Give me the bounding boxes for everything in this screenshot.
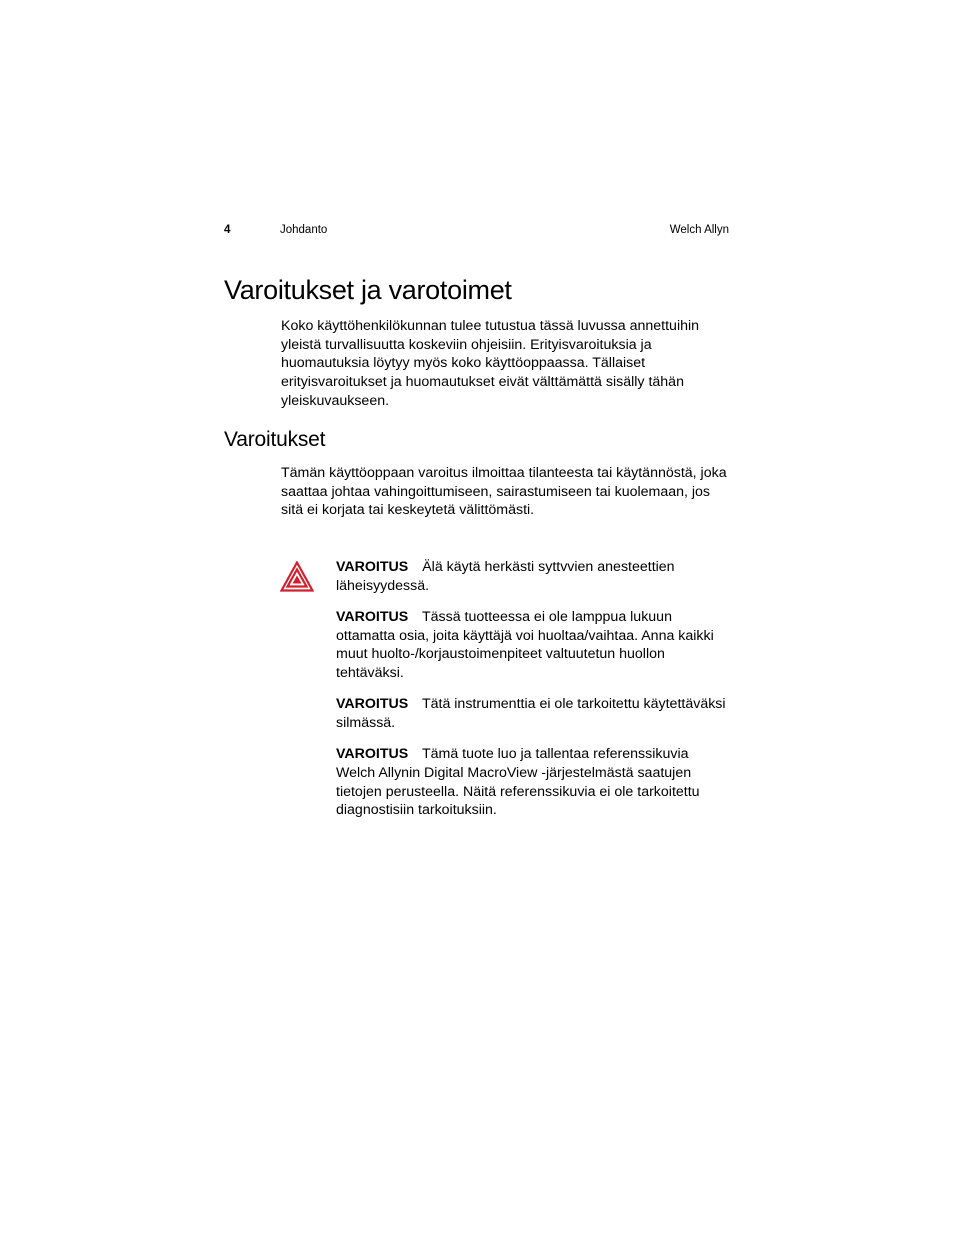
- warning-item: [336, 695, 731, 732]
- warning-label: VAROITUS: [336, 746, 409, 763]
- page-header: [224, 222, 729, 238]
- warning-text: Älä käytä herkästi syttvvien anesteettien läheisyydessä.: [336, 559, 675, 594]
- warning-label: VAROITUS: [336, 608, 409, 625]
- running-brand-name: Welch Allyn: [669, 224, 729, 236]
- warning-text: Tämä tuote luo ja tallentaa referenssikuvia Welch Allynin Digital MacroView -järjestelmästä saatujen tietojen perusteella. Näitä referenssikuvia ei ole tarkoitettu diagnostisiin tarkoituksiin.: [336, 746, 700, 819]
- warning-item: [336, 558, 731, 595]
- intro-paragraph: Koko käyttöhenkilökunnan tulee tutustua tässä luvussa annettuihin yleistä turvallisuutta koskeviin ohjeisiin. Erityisvaroituksia ja huomautuksia löytyy myös koko käyttöoppaassa. Tällaiset erityisvaroitukset ja huomautukset eivät välttämättä sisälly tähän yleiskuvaukseen.: [281, 318, 700, 409]
- warning-label: VAROITUS: [336, 696, 409, 713]
- page-title: Varoitukset ja varotoimet: [224, 275, 512, 305]
- warning-item: [336, 745, 731, 820]
- section-title-warnings: Varoitukset: [224, 428, 326, 451]
- warning-item: [336, 608, 731, 683]
- page-number: 4: [224, 224, 231, 236]
- warning-triangle-icon: [280, 561, 314, 592]
- running-section-title: Johdanto: [280, 224, 328, 236]
- warning-label: VAROITUS: [336, 559, 409, 575]
- warning-text: Tätä instrumenttia ei ole tarkoitettu käytettäväksi silmässä.: [336, 696, 726, 731]
- warnings-intro-paragraph: Tämän käyttöoppaan varoitus ilmoittaa tilanteesta tai käytännöstä, joka saattaa johtaa vahingoittumiseen, sairastumiseen tai kuolemaan, jos sitä ei korjata tai keskeytetä välittömästi.: [281, 465, 727, 519]
- warning-list: [336, 558, 731, 832]
- warning-text: Tässä tuotteessa ei ole lamppua lukuun ottamatta osia, joita käyttäjä voi huoltaa/vaihtaa. Anna kaikki muut huolto-/korjaustoimenpiteet valtuutetun huollon tehtäväksi.: [336, 608, 714, 682]
